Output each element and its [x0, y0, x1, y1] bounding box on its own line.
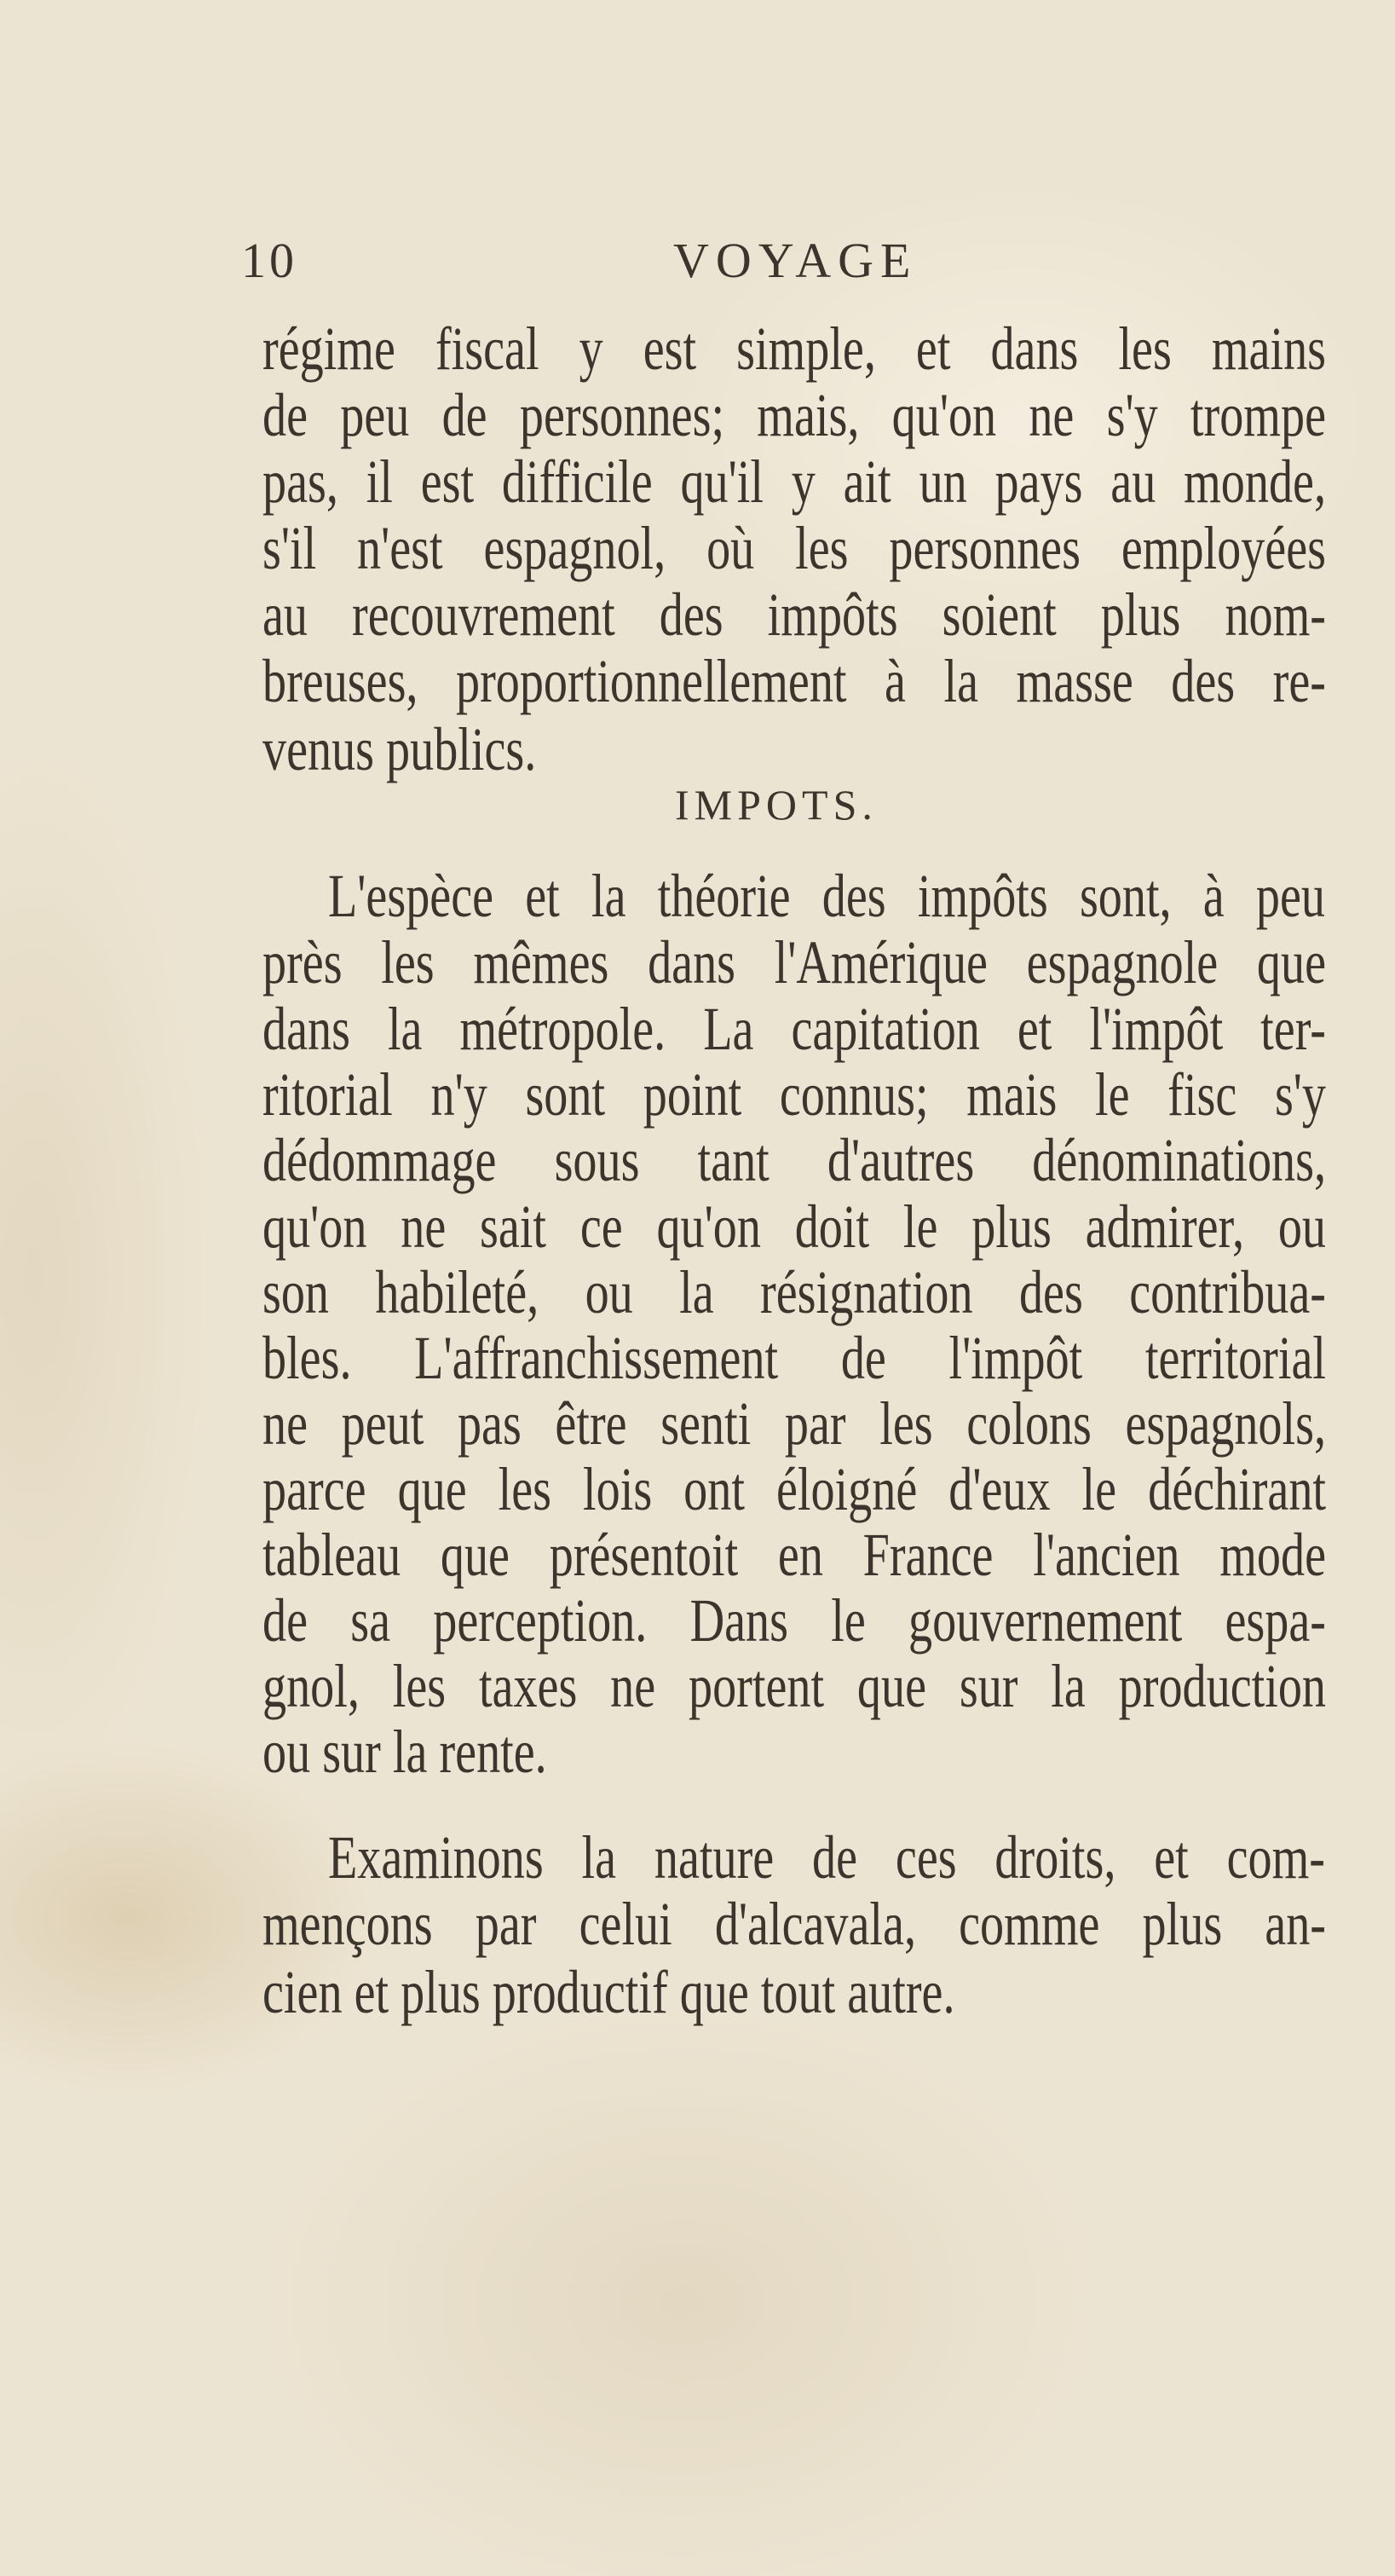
text-line: parce que les lois ont éloigné d'eux le déchirant: [262, 1455, 1326, 1523]
text-line: son habileté, ou la résignation des contribua-: [262, 1258, 1326, 1326]
text-line: s'il n'est espagnol, où les personnes employées: [262, 514, 1326, 582]
text-line: cien et plus productif que tout autre.: [262, 1958, 955, 2026]
text-line: venus publics.: [262, 715, 537, 783]
running-title: VOYAGE: [673, 233, 918, 288]
text-line: mençons par celui d'alcavala, comme plus an-: [262, 1890, 1326, 1958]
text-line: bles. L'affranchissement de l'impôt territorial: [262, 1324, 1326, 1392]
text-line: dédommage sous tant d'autres dénominations,: [262, 1126, 1326, 1194]
text-line: de sa perception. Dans le gouvernement espa-: [262, 1586, 1326, 1655]
section-heading: IMPOTS.: [675, 781, 878, 829]
text-line: ritorial n'y sont point connus; mais le fisc s'y: [262, 1060, 1326, 1129]
text-line: qu'on ne sait ce qu'on doit le plus admirer, ou: [262, 1193, 1326, 1261]
text-line: régime fiscal y est simple, et dans les mains: [262, 315, 1326, 383]
text-line: breuses, proportionnellement à la masse des re-: [262, 647, 1326, 715]
text-line: ne peut pas être senti par les colons espagnols,: [262, 1389, 1326, 1458]
text-line: gnol, les taxes ne portent que sur la production: [262, 1652, 1326, 1720]
text-line: L'espèce et la théorie des impôts sont, à peu: [328, 862, 1325, 930]
text-line: de peu de personnes; mais, qu'on ne s'y trompe: [262, 381, 1326, 449]
text-line: dans la métropole. La capitation et l'impôt ter-: [262, 995, 1326, 1063]
text-line: pas, il est difficile qu'il y ait un pays au monde,: [262, 448, 1326, 516]
text-line: ou sur la rente.: [262, 1718, 547, 1786]
page-number: 10: [241, 233, 297, 288]
text-line: tableau que présentoit en France l'ancien mode: [262, 1521, 1326, 1589]
text-line: près les mêmes dans l'Amérique espagnole que: [262, 928, 1326, 996]
text-line: au recouvrement des impôts soient plus nom-: [262, 580, 1326, 649]
text-line: Examinons la nature de ces droits, et com-: [328, 1823, 1325, 1892]
